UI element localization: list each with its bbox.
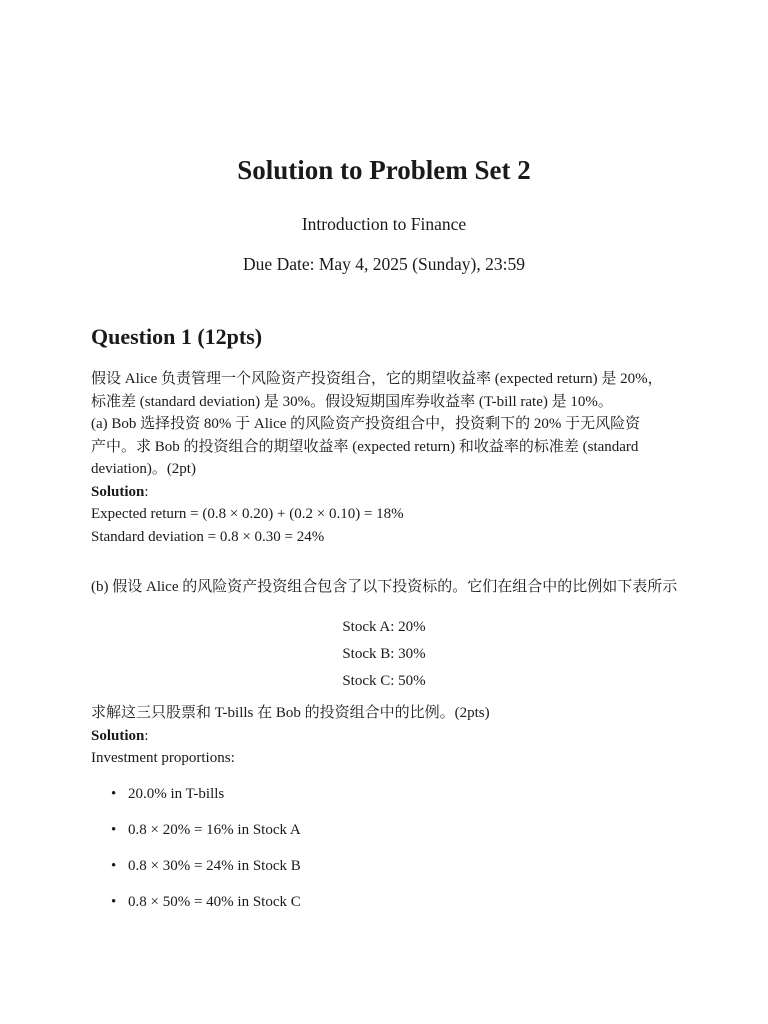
- solution-colon: :: [144, 727, 149, 744]
- question-1-part-a: [91, 368, 691, 548]
- list-item: [91, 854, 691, 890]
- course-name: Introduction to Finance: [301, 214, 467, 234]
- list-item-text: 20.0% in T-bills: [128, 786, 225, 802]
- part-b-intro-line: (b) 假设 Alice 的风险资产投资组合包含了以下投资标的。它们在组合中的比例如下表所示: [91, 579, 678, 595]
- question-1-part-b: [91, 702, 691, 770]
- part-a-line: 产中。求 Bob 的投资组合的期望收益率 (expected return) 和收益率的标准差 (standard: [91, 438, 639, 455]
- question-1-heading: Question 1 (12pts): [91, 324, 263, 349]
- stock-weight-item: Stock A: 20%: [342, 619, 426, 635]
- part-a-line: deviation)。(2pt): [91, 461, 196, 477]
- solution-label: Solution: [91, 483, 145, 500]
- stock-weight-item: Stock B: 30%: [342, 646, 426, 662]
- bullet-icon: •: [111, 822, 117, 838]
- due-date: Due Date: May 4, 2025 (Sunday), 23:59: [243, 254, 525, 274]
- expected-return-line: Expected return = (0.8 × 0.20) + (0.2 × 0.10) = 18%: [91, 506, 404, 522]
- intro-line: 标准差 (standard deviation) 是 30%。假设短期国库券收益率 (T-bill rate) 是 10%。: [91, 393, 613, 410]
- part-b-intro: [91, 576, 691, 599]
- stock-weight-item: Stock C: 50%: [342, 673, 426, 689]
- list-item-text: 0.8 × 20% = 16% in Stock A: [128, 822, 301, 838]
- solution-label-line: [91, 481, 691, 504]
- stock-weights-list: [0, 614, 768, 695]
- solution-label-line: [91, 725, 691, 748]
- solution-label: Solution: [91, 727, 145, 744]
- list-item: [91, 818, 691, 854]
- investment-proportions-label: Investment proportions:: [91, 750, 235, 766]
- part-b-question-line: 求解这三只股票和 T-bills 在 Bob 的投资组合中的比例。(2pts): [91, 705, 490, 721]
- part-a-line: (a) Bob 选择投资 80% 于 Alice 的风险资产投资组合中，投资剩下的 20% 于无风险资: [91, 416, 641, 432]
- list-item: [91, 782, 691, 818]
- proportions-list: [91, 782, 691, 926]
- bullet-icon: •: [111, 894, 117, 910]
- document-title: Solution to Problem Set 2: [237, 155, 531, 185]
- bullet-icon: •: [111, 858, 117, 874]
- standard-deviation-line: Standard deviation = 0.8 × 0.30 = 24%: [91, 528, 325, 545]
- list-item: [91, 890, 691, 926]
- solution-colon: :: [144, 483, 149, 500]
- intro-line: 假设 Alice 负责管理一个风险资产投资组合，它的期望收益率 (expected return) 是 20%，: [91, 371, 663, 387]
- bullet-icon: •: [111, 786, 117, 802]
- list-item-text: 0.8 × 50% = 40% in Stock C: [128, 894, 301, 910]
- list-item-text: 0.8 × 30% = 24% in Stock B: [128, 858, 301, 874]
